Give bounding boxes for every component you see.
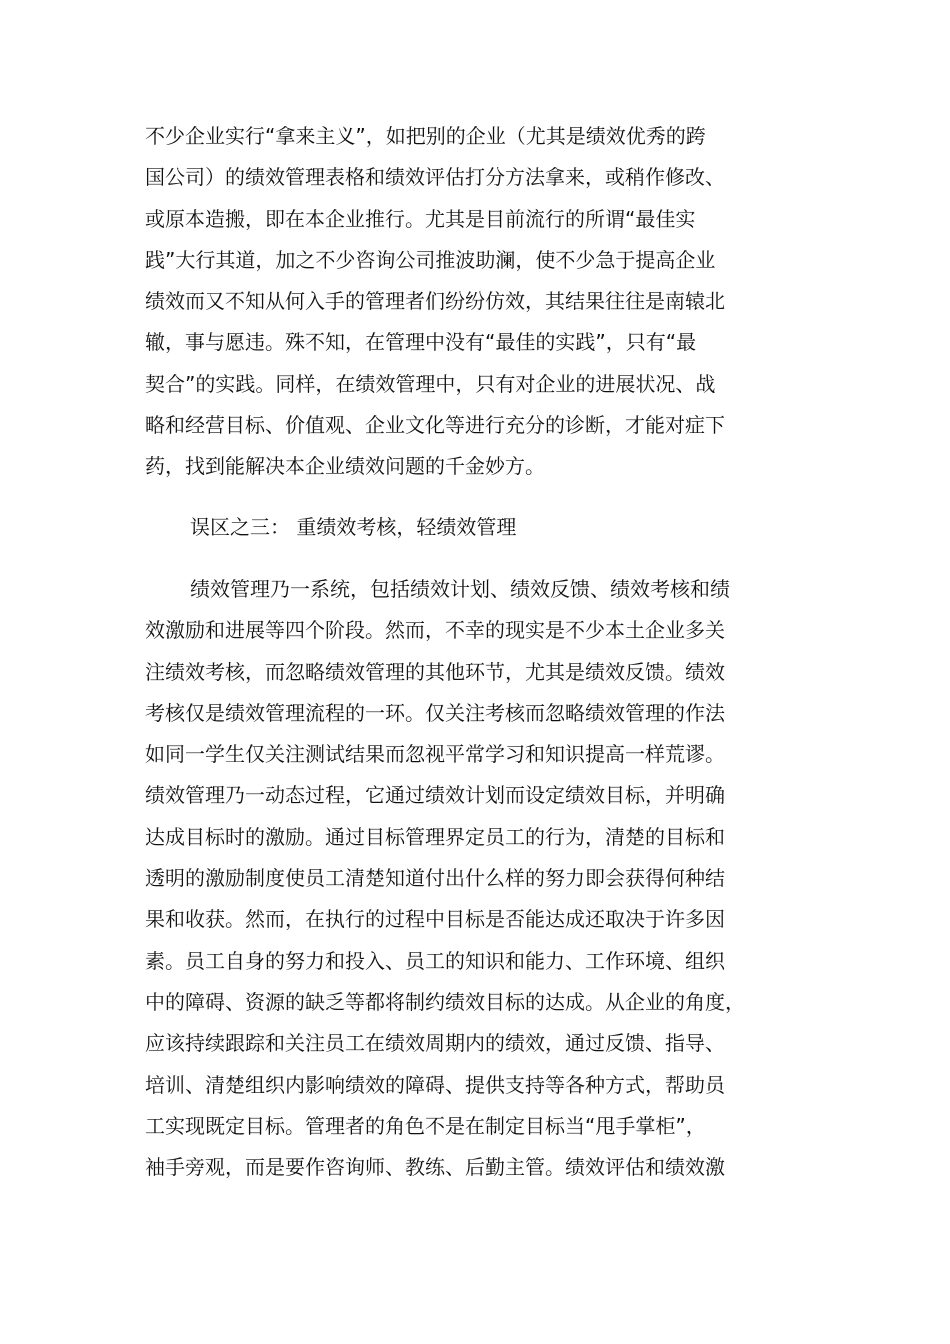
paragraph-2-line: 透明的激励制度使员工清楚知道付出什么样的努力即会获得何种结: [145, 866, 725, 891]
paragraph-2-line: 素。员工自身的努力和投入、员工的知识和能力、工作环境、组织: [145, 948, 725, 973]
paragraph-2-line: 中的障碍、资源的缺乏等都将制约绩效目标的达成。从企业的角度，: [145, 989, 745, 1014]
paragraph-2-line: 考核仅是绩效管理流程的一环。仅关注考核而忽略绩效管理的作法: [145, 700, 725, 725]
paragraph-1-line: 践”大行其道，加之不少咨询公司推波助澜，使不少急于提高企业: [145, 247, 716, 272]
paragraph-1-line: 药，找到能解决本企业绩效问题的千金妙方。: [145, 454, 545, 479]
paragraph-1-line: 绩效而又不知从何入手的管理者们纷纷仿效，其结果往往是南辕北: [145, 289, 725, 314]
paragraph-2-line: 培训、清楚组织内影响绩效的障碍、提供支持等各种方式，帮助员: [145, 1072, 725, 1097]
paragraph-1-line: 国公司）的绩效管理表格和绩效评估打分方法拿来，或稍作修改、: [145, 165, 725, 190]
paragraph-2-line: 袖手旁观，而是要作咨询师、教练、后勤主管。绩效评估和绩效激: [145, 1155, 725, 1180]
paragraph-2-line: 绩效管理乃一动态过程，它通过绩效计划而设定绩效目标，并明确: [145, 783, 725, 808]
paragraph-1-line: 略和经营目标、价值观、企业文化等进行充分的诊断，才能对症下: [145, 413, 725, 438]
paragraph-2-line: 效激励和进展等四个阶段。然而，不幸的现实是不少本土企业多关: [145, 618, 725, 643]
paragraph-1-line: 契合”的实践。同样，在绩效管理中，只有对企业的进展状况、战: [145, 371, 716, 396]
paragraph-2-line: 应该持续跟踪和关注员工在绩效周期内的绩效，通过反馈、指导、: [145, 1031, 725, 1056]
paragraph-2: [145, 569, 805, 1188]
paragraph-2-line: 果和收获。然而，在执行的过程中目标是否能达成还取决于许多因: [145, 907, 725, 932]
paragraph-2-line: 注绩效考核，而忽略绩效管理的其他环节，尤其是绩效反馈。绩效: [145, 659, 725, 684]
paragraph-2-line: 如同一学生仅关注测试结果而忽视平常学习和知识提高一样荒谬。: [145, 742, 725, 767]
section-heading: 误区之三： 重绩效考核，轻绩效管理: [190, 515, 517, 539]
paragraph-2-line: 工实现既定目标。管理者的角色不是在制定目标当“甩手掌柜”，: [145, 1113, 706, 1138]
paragraph-2-line: 达成目标时的激励。通过目标管理界定员工的行为，清楚的目标和: [145, 824, 725, 849]
paragraph-1: [145, 116, 805, 488]
paragraph-1-line: 或原本造搬，即在本企业推行。尤其是目前流行的所谓“最佳实: [145, 206, 696, 231]
paragraph-1-line: 不少企业实行“拿来主义”，如把别的企业（尤其是绩效优秀的跨: [145, 124, 706, 148]
paragraph-2-line: 绩效管理乃一系统，包括绩效计划、绩效反馈、绩效考核和绩: [190, 577, 730, 601]
paragraph-1-line: 辙，事与愿违。殊不知，在管理中没有“最佳的实践”，只有“最: [145, 330, 697, 355]
